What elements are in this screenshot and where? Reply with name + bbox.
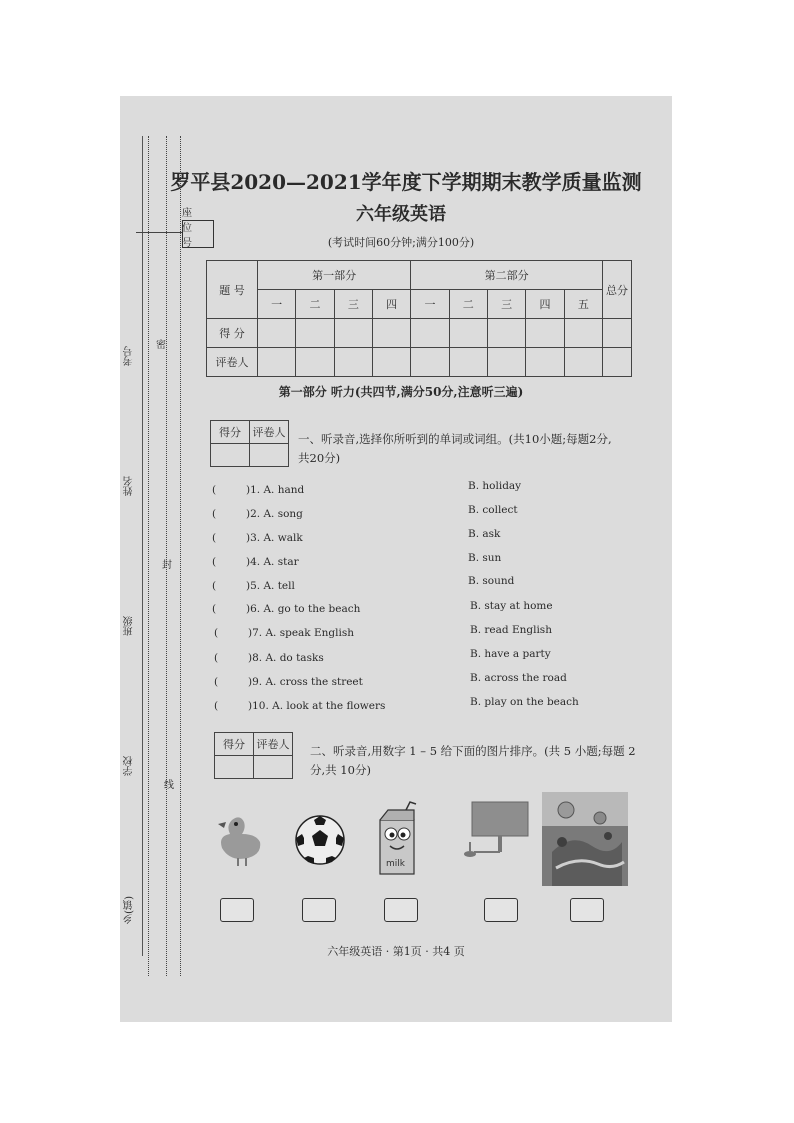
exam-title: 罗平县2020—2021学年度下学期期末教学质量监测 xyxy=(170,170,642,194)
option-a: )4. A. star xyxy=(246,556,299,568)
score-table-total: 总分 xyxy=(603,261,632,319)
grader-cell[interactable] xyxy=(411,348,449,377)
q1-grader-cell[interactable] xyxy=(250,444,289,467)
option-a: )1. A. hand xyxy=(246,484,305,496)
q2-score-label: 得分 xyxy=(215,733,254,756)
grader-cell[interactable] xyxy=(487,348,525,377)
q2-instruction xyxy=(310,742,636,780)
answer-box-football[interactable] xyxy=(302,898,336,922)
score-table-part1: 第一部分 xyxy=(258,261,411,290)
binding-dotline-1 xyxy=(148,136,149,976)
option-a: )6. A. go to the beach xyxy=(246,603,361,615)
exam-paper xyxy=(120,96,672,1022)
score-col: 三 xyxy=(334,290,372,319)
score-col: 五 xyxy=(564,290,602,319)
score-cell[interactable] xyxy=(258,319,296,348)
q1-score-label: 得分 xyxy=(211,421,250,444)
exam-info: (考试时间60分钟;满分100分) xyxy=(327,236,475,249)
score-cell[interactable] xyxy=(334,319,372,348)
score-cell[interactable] xyxy=(487,319,525,348)
option-b: B. read English xyxy=(470,624,552,636)
option-b: B. sound xyxy=(468,575,515,587)
map-picture xyxy=(542,792,628,886)
q1-instruction-line1: 一、听录音,选择你所听到的单词或词组。(共10小题;每题2分, xyxy=(298,432,612,446)
q1-item xyxy=(212,603,360,615)
q1-item xyxy=(212,556,299,568)
q2-score-cell[interactable] xyxy=(215,756,254,779)
grader-cell[interactable] xyxy=(564,348,602,377)
label-exam-number: 考号 xyxy=(124,346,135,366)
seal-char-feng: 封 xyxy=(162,560,172,571)
option-b: B. across the road xyxy=(470,672,567,684)
q1-item xyxy=(212,580,295,592)
milk-box-picture xyxy=(374,800,422,878)
answer-paren[interactable]: ( xyxy=(212,484,217,496)
q1-item xyxy=(214,627,354,639)
option-b: B. holiday xyxy=(468,480,522,492)
seal-char-mi: 密 xyxy=(156,340,166,351)
answer-paren[interactable]: ( xyxy=(212,603,217,615)
exam-subject: 六年级英语 xyxy=(356,204,446,225)
computer-picture xyxy=(460,800,532,864)
binding-dotline-3 xyxy=(180,136,181,976)
score-table xyxy=(206,260,632,377)
score-table-part2: 第二部分 xyxy=(411,261,603,290)
score-cell[interactable] xyxy=(372,319,410,348)
score-col: 一 xyxy=(258,290,296,319)
q2-instruction-line1: 二、听录音,用数字 1 – 5 给下面的图片排序。(共 5 小题;每题 2 xyxy=(310,744,636,758)
part1-heading: 第一部分 听力(共四节,满分50分,注意听三遍) xyxy=(278,385,524,399)
binding-line-outer xyxy=(142,136,143,956)
grader-cell[interactable] xyxy=(449,348,487,377)
label-name: 姓名 xyxy=(124,476,135,496)
answer-box-duck[interactable] xyxy=(220,898,254,922)
grader-cell[interactable] xyxy=(258,348,296,377)
option-a: )9. A. cross the street xyxy=(248,676,363,688)
answer-paren[interactable]: ( xyxy=(212,556,217,568)
score-cell[interactable] xyxy=(564,319,602,348)
grader-cell[interactable] xyxy=(296,348,334,377)
answer-box-computer[interactable] xyxy=(484,898,518,922)
q1-item xyxy=(212,532,303,544)
answer-paren[interactable]: ( xyxy=(214,700,219,712)
seal-char-xian: 线 xyxy=(164,780,174,791)
score-cell[interactable] xyxy=(449,319,487,348)
option-b: B. sun xyxy=(468,552,502,564)
grader-row-label: 评卷人 xyxy=(207,348,258,377)
score-cell[interactable] xyxy=(411,319,449,348)
score-col: 二 xyxy=(296,290,334,319)
option-a: )10. A. look at the flowers xyxy=(248,700,386,712)
duck-picture xyxy=(212,808,264,868)
score-table-row-header: 题 号 xyxy=(207,261,258,319)
grader-cell[interactable] xyxy=(603,348,632,377)
q2-instruction-line2: 分,共 10分) xyxy=(310,763,371,777)
score-col: 三 xyxy=(487,290,525,319)
milk-label: milk xyxy=(386,859,405,869)
answer-paren[interactable]: ( xyxy=(212,580,217,592)
answer-paren[interactable]: ( xyxy=(214,627,219,639)
q1-score-box xyxy=(210,420,289,467)
option-a: )7. A. speak English xyxy=(248,627,355,639)
q1-instruction xyxy=(298,430,612,468)
option-b: B. have a party xyxy=(470,648,551,660)
score-row-label: 得 分 xyxy=(207,319,258,348)
answer-box-map[interactable] xyxy=(570,898,604,922)
score-col: 四 xyxy=(372,290,410,319)
option-a: )8. A. do tasks xyxy=(248,652,324,664)
q2-grader-label: 评卷人 xyxy=(254,733,293,756)
seat-number-label: 座位号 xyxy=(182,208,192,249)
label-school: 学校 xyxy=(124,756,135,776)
score-cell[interactable] xyxy=(526,319,564,348)
grader-cell[interactable] xyxy=(372,348,410,377)
score-col: 二 xyxy=(449,290,487,319)
label-class: 班级 xyxy=(124,616,135,636)
q2-grader-cell[interactable] xyxy=(254,756,293,779)
score-cell[interactable] xyxy=(603,319,632,348)
option-b: B. stay at home xyxy=(470,600,553,612)
q2-score-box xyxy=(214,732,293,779)
q1-score-cell[interactable] xyxy=(211,444,250,467)
option-a: )3. A. walk xyxy=(246,532,303,544)
seat-number-line xyxy=(136,232,182,233)
answer-box-milk[interactable] xyxy=(384,898,418,922)
grader-cell[interactable] xyxy=(334,348,372,377)
grader-cell[interactable] xyxy=(526,348,564,377)
answer-paren[interactable]: ( xyxy=(214,652,219,664)
q1-item xyxy=(214,652,324,664)
answer-paren[interactable]: ( xyxy=(212,508,217,520)
option-b: B. play on the beach xyxy=(470,696,579,708)
q1-item xyxy=(214,700,385,712)
score-col: 一 xyxy=(411,290,449,319)
football-picture xyxy=(294,812,346,870)
option-b: B. collect xyxy=(468,504,518,516)
option-b: B. ask xyxy=(468,528,501,540)
q1-grader-label: 评卷人 xyxy=(250,421,289,444)
option-a: )5. A. tell xyxy=(246,580,295,592)
option-a: )2. A. song xyxy=(246,508,303,520)
q1-item xyxy=(212,508,303,520)
answer-paren[interactable]: ( xyxy=(212,532,217,544)
q1-instruction-line2: 共20分) xyxy=(298,451,341,465)
q1-item xyxy=(212,484,304,496)
answer-paren[interactable]: ( xyxy=(214,676,219,688)
score-cell[interactable] xyxy=(296,319,334,348)
page-footer: 六年级英语 · 第1页 · 共4 页 xyxy=(327,945,465,958)
q1-item xyxy=(214,676,363,688)
score-col: 四 xyxy=(526,290,564,319)
label-township: 乡(镇) xyxy=(124,896,135,924)
